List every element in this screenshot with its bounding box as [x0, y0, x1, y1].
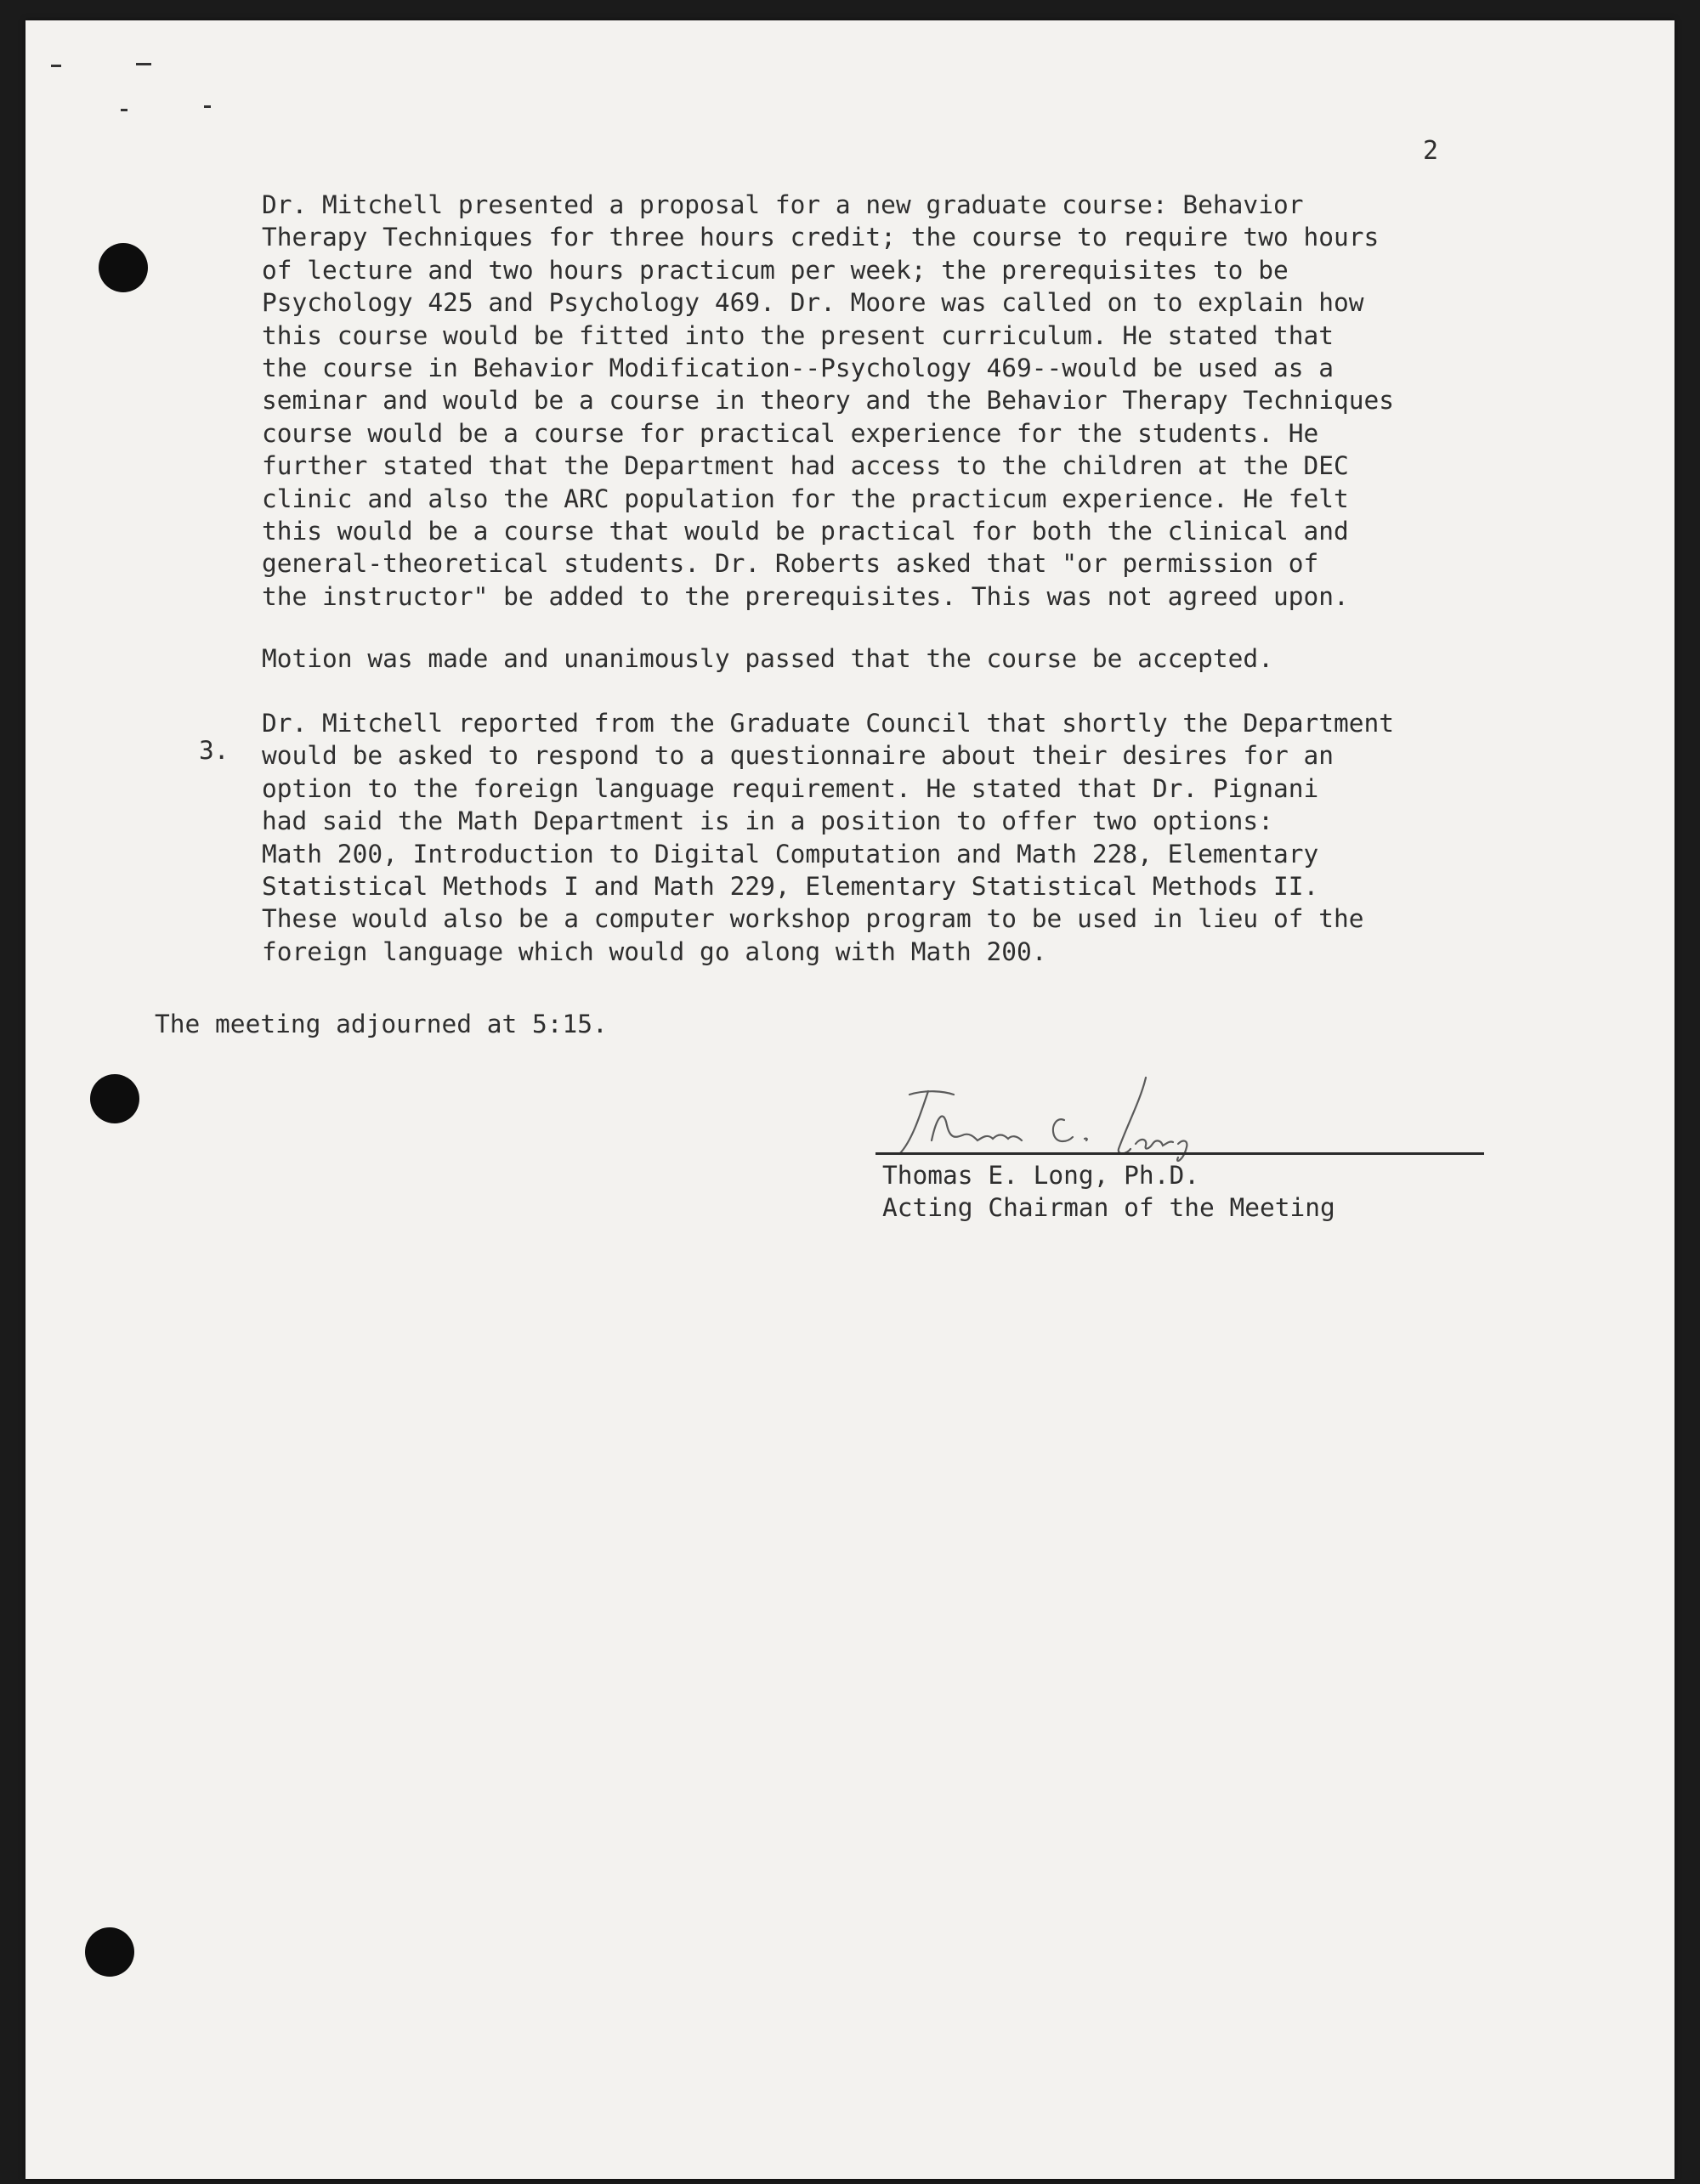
paragraph-motion: Motion was made and unanimously passed that the course be accepted.: [262, 644, 1273, 673]
scan-mark: [121, 109, 128, 111]
document-page: [26, 20, 1674, 2179]
signature-block: [882, 1159, 1335, 1225]
signer-title: Acting Chairman of the Meeting: [882, 1193, 1335, 1223]
scan-mark: [51, 65, 61, 67]
scan-mark: [136, 63, 151, 65]
page-number: 2: [1423, 136, 1439, 166]
scan-mark: [204, 105, 211, 108]
punch-hole-middle: [90, 1074, 139, 1123]
signer-name: Thomas E. Long, Ph.D.: [882, 1161, 1199, 1190]
paragraph-course-proposal: Dr. Mitchell presented a proposal for a new graduate course: Behavior Therapy Techniques for three hours credit; the course to require two hours of lecture and two hours practicum per week; the prerequisites to be Psychology 425 and Psychology 469. Dr. Moore was called on to explain how this course would be fitted into the present curriculum. He stated that the course in Behavior Modification--Psychology 469--would be used as a seminar and would be a course in theory and the Behavior Therapy Techniques course would be a course for practical experience for the students. He further stated that the Department had access to the children at the DEC clinic and also the ARC population for the practicum experience. He felt this would be a course that would be practical for both the clinical and general-theoretical students. Dr. Roberts asked that "or permission of the instructor" be added to the prerequisites. This was not agreed upon.: [262, 190, 1395, 611]
signature-line: [876, 1152, 1484, 1155]
adjournment-line: The meeting adjourned at 5:15.: [155, 1010, 608, 1038]
punch-hole-top: [99, 243, 148, 292]
punch-hole-bottom: [85, 1927, 134, 1977]
paragraph-graduate-council: Dr. Mitchell reported from the Graduate Council that shortly the Department would be asked to respond to a questionnaire about their desires for an option to the foreign language requirement. He stated that Dr. Pignani had said the Math Department is in a position to offer two options: Math 200, Introduction to Digital Computation and Math 228, Elementary Statistical Methods I and Math 229, Elementary Statistical Methods II. These would also be a computer workshop program to be used in lieu of the foreign language which would go along with Math 200.: [262, 709, 1395, 966]
item-number: 3.: [199, 736, 230, 765]
